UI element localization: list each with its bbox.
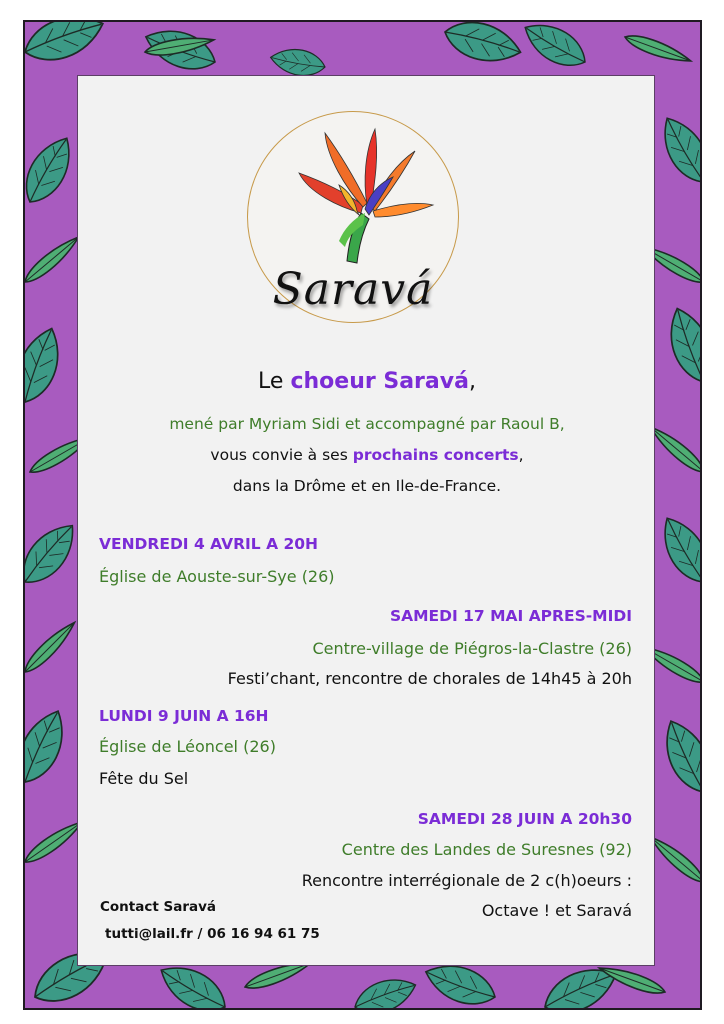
intro-line-1-suffix: , [468, 369, 476, 394]
choir-name: choeur Saravá [290, 369, 469, 394]
event-4-place: Centre des Landes de Suresnes (92) [341, 840, 632, 859]
event-2-date: SAMEDI 17 MAI APRES-MIDI [389, 607, 632, 625]
contact-details: tutti@lail.fr / 06 16 94 61 75 [105, 926, 320, 942]
concerts-highlight: prochains concerts [352, 446, 519, 464]
event-1-place: Église de Aouste-sur-Sye (26) [99, 567, 335, 586]
event-4-info-line-1: Rencontre interrégionale de 2 c(h)oeurs : [301, 871, 632, 890]
event-3-place: Église de Léoncel (26) [99, 737, 276, 756]
event-3-date: LUNDI 9 JUIN A 16H [99, 707, 269, 725]
intro-line-4: dans la Drôme et en Ile-de-France. [232, 477, 502, 495]
event-1-date: VENDREDI 4 AVRIL A 20H [99, 535, 319, 553]
contact-title: Contact Saravá [100, 899, 217, 915]
intro-line-1-prefix: Le [258, 369, 291, 394]
intro-line-3 [78, 446, 656, 464]
content-card [77, 75, 655, 966]
bird-of-paradise-flower-icon [269, 121, 439, 271]
event-4-date: SAMEDI 28 JUIN A 20h30 [417, 810, 632, 828]
event-2-info: Festi’chant, rencontre de chorales de 14h45 à 20h [227, 669, 632, 688]
event-2-place: Centre-village de Piégros-la-Clastre (26) [312, 639, 632, 658]
intro-line-2: mené par Myriam Sidi et accompagné par Raoul B, [169, 415, 565, 433]
intro-line-3-suffix: , [518, 446, 524, 464]
intro-line-1 [78, 369, 656, 394]
event-4-info-line-2: Octave ! et Saravá [481, 901, 632, 920]
poster-frame [23, 20, 702, 1010]
event-3-info: Fête du Sel [99, 769, 189, 788]
logo [247, 111, 459, 323]
intro-line-3-prefix: vous convie à ses [210, 446, 353, 464]
logo-wordmark: Saravá [272, 264, 434, 315]
